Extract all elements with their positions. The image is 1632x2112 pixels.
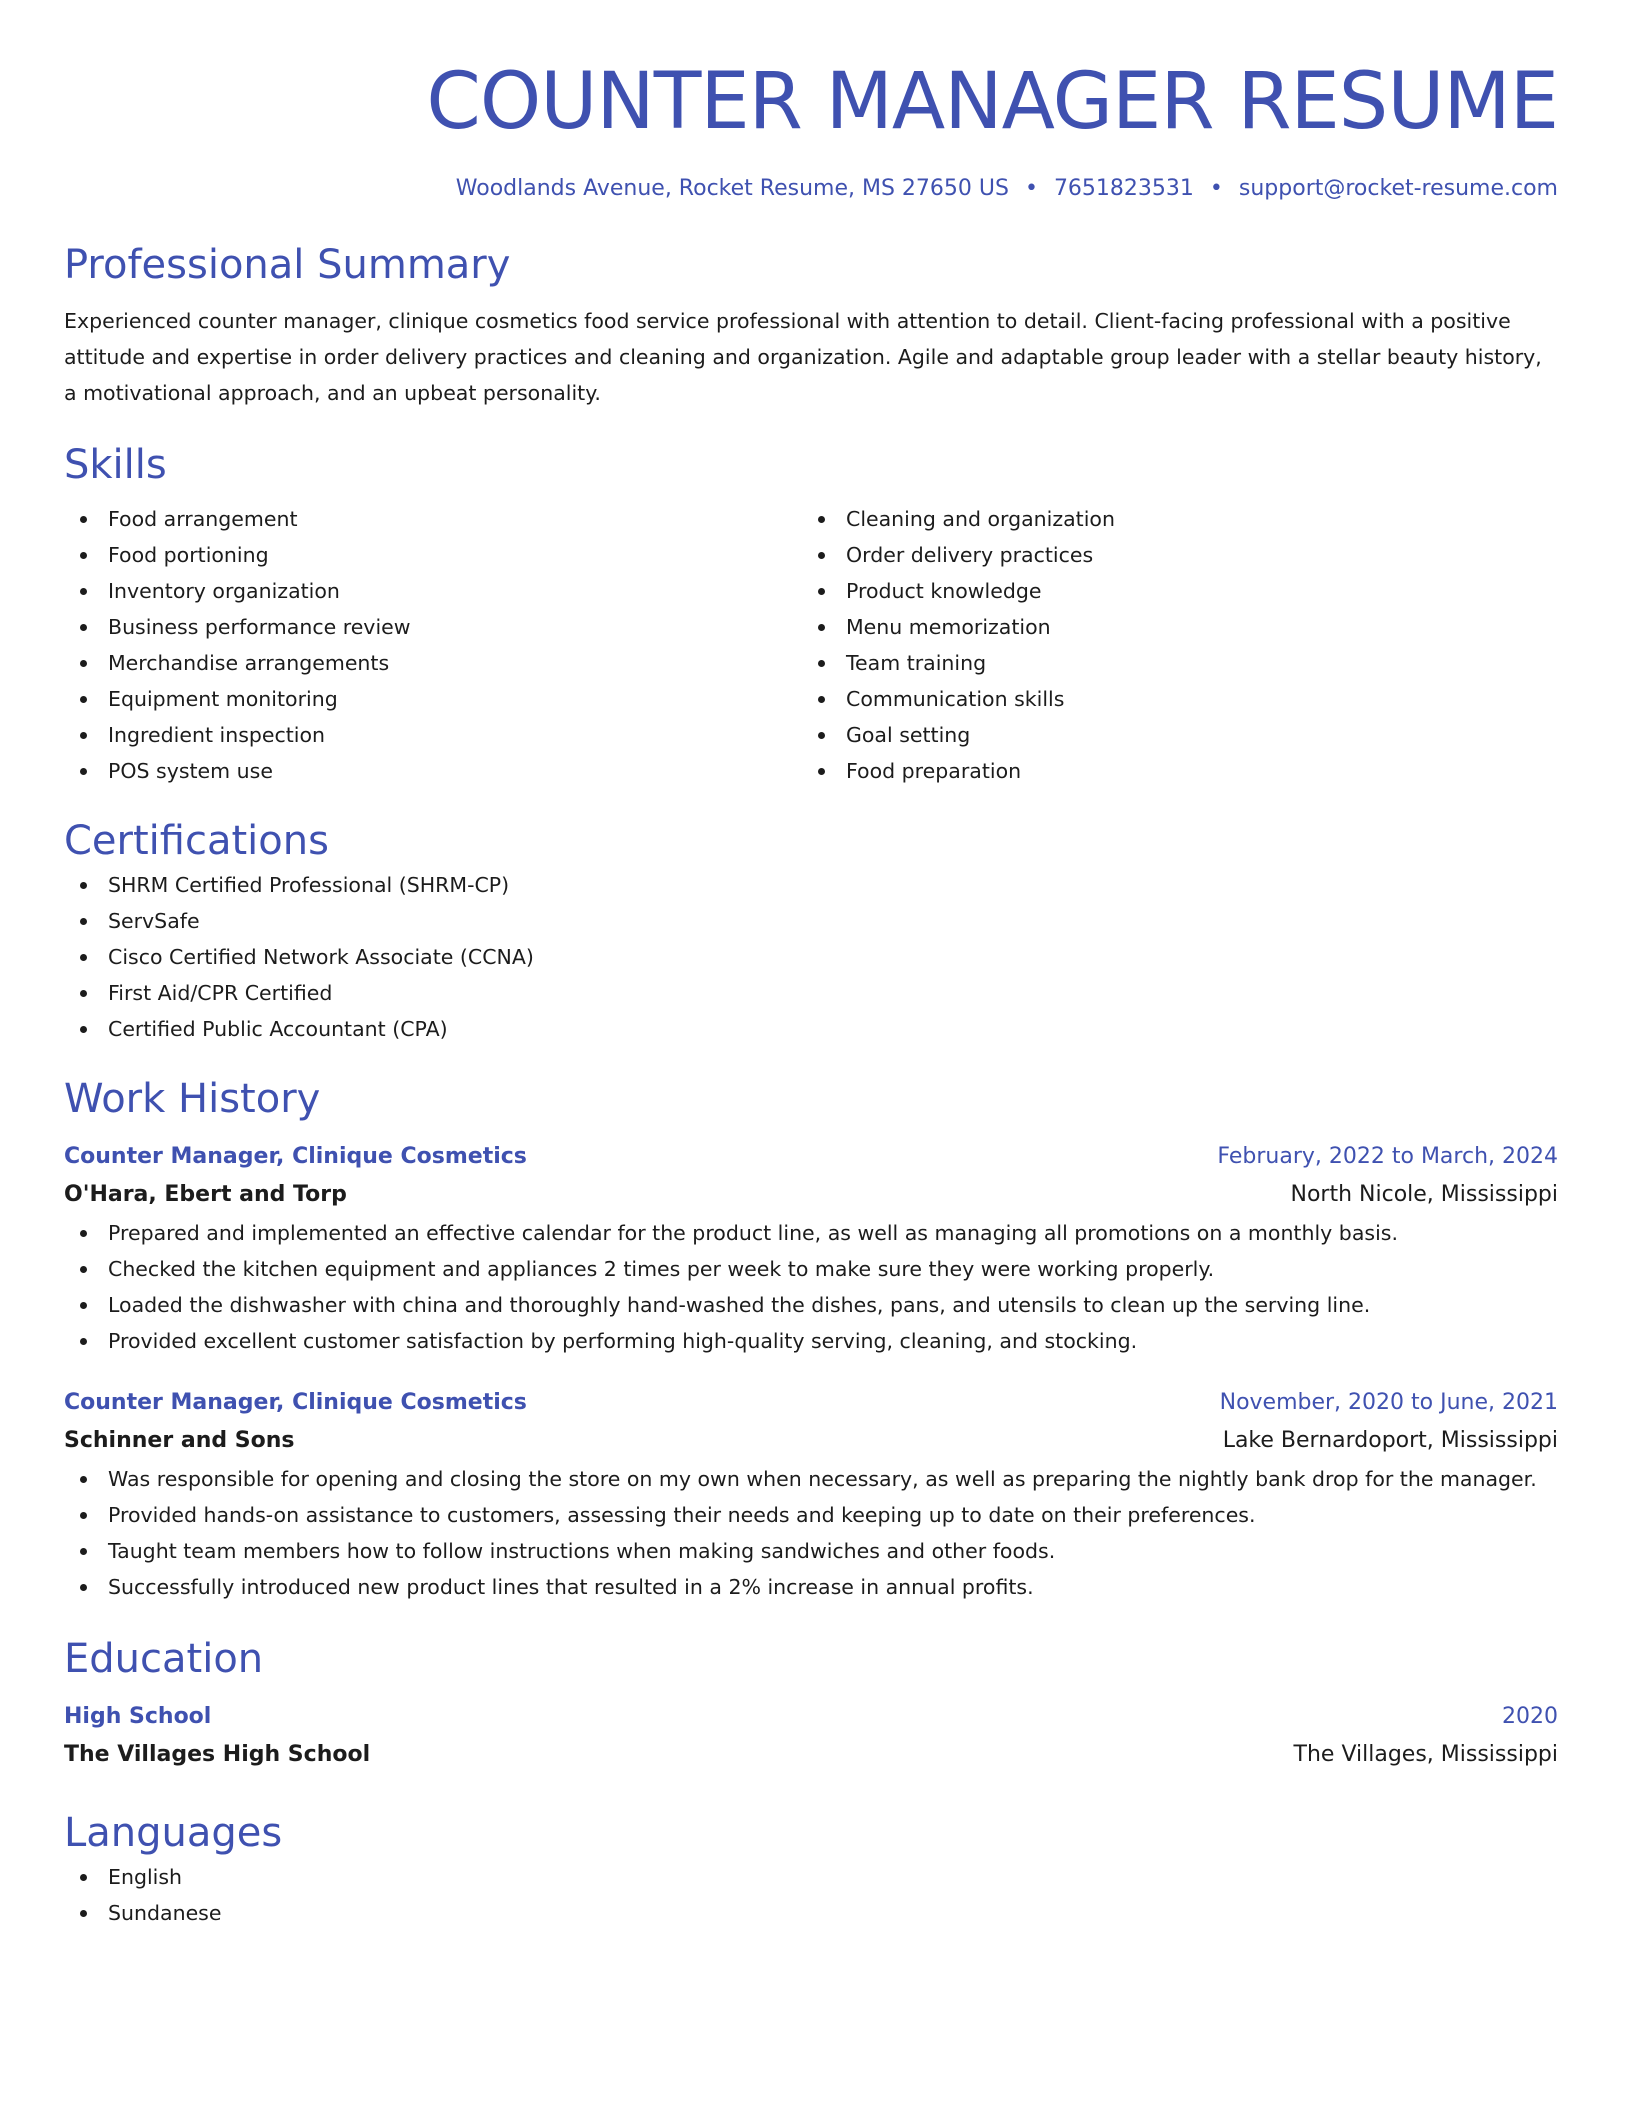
job-dates: February, 2022 to March, 2024 bbox=[1217, 1144, 1558, 1169]
skills-heading: Skills bbox=[64, 442, 167, 488]
certifications-heading: Certifications bbox=[64, 818, 329, 864]
skill-item: Order delivery practices bbox=[802, 537, 1540, 573]
contact-separator: • bbox=[1024, 176, 1038, 201]
languages-list bbox=[64, 1859, 1558, 1931]
skill-item: Business performance review bbox=[64, 609, 802, 645]
language-item: Sundanese bbox=[64, 1895, 1558, 1931]
education-year: 2020 bbox=[1502, 1704, 1558, 1729]
education-location: The Villages, Mississippi bbox=[1293, 1742, 1558, 1767]
contact-line bbox=[64, 173, 1558, 205]
skill-item: Cleaning and organization bbox=[802, 501, 1540, 537]
job-duty: Was responsible for opening and closing the store on my own when necessary, as well as preparing the nightly bank drop for the manager. bbox=[64, 1461, 1558, 1497]
job-duty: Successfully introduced new product lines that resulted in a 2% increase in annual profits. bbox=[64, 1569, 1558, 1605]
education-school: The Villages High School bbox=[64, 1742, 371, 1767]
skill-item: Inventory organization bbox=[64, 573, 802, 609]
job-duty: Loaded the dishwasher with china and thoroughly hand-washed the dishes, pans, and utensils to clean up the serving line. bbox=[64, 1287, 1558, 1323]
skill-item: Communication skills bbox=[802, 681, 1540, 717]
job-duties-list bbox=[64, 1215, 1558, 1359]
skill-item: Equipment monitoring bbox=[64, 681, 802, 717]
certification-item: ServSafe bbox=[64, 903, 1558, 939]
education-degree: High School bbox=[64, 1704, 212, 1729]
skill-item: Merchandise arrangements bbox=[64, 645, 802, 681]
resume-page bbox=[64, 0, 1558, 1931]
skills-list-right bbox=[802, 501, 1540, 789]
skill-item: Food preparation bbox=[802, 753, 1540, 789]
contact-separator: • bbox=[1209, 176, 1223, 201]
summary-text: Experienced counter manager, clinique cosmetics food service professional with attention to detail. Client-facing professional with a positive attitude and expertise in order delivery practices and cleaning and organization. Agile and adaptable group leader with a stellar beauty history, a motivational approach, and an upbeat personality. bbox=[64, 309, 1542, 405]
education-degree-row bbox=[64, 1699, 1558, 1735]
job-dates: November, 2020 to June, 2021 bbox=[1219, 1390, 1558, 1415]
resume-title: COUNTER MANAGER RESUME bbox=[426, 57, 1558, 147]
certification-item: Cisco Certified Network Associate (CCNA) bbox=[64, 939, 1558, 975]
job-duties-list bbox=[64, 1461, 1558, 1605]
job-company: Schinner and Sons bbox=[64, 1428, 295, 1453]
contact-address: Woodlands Avenue, Rocket Resume, MS 27650 US bbox=[455, 176, 1009, 201]
skill-item: Menu memorization bbox=[802, 609, 1540, 645]
skill-item: Ingredient inspection bbox=[64, 717, 802, 753]
job-duty: Checked the kitchen equipment and appliances 2 times per week to make sure they were working properly. bbox=[64, 1251, 1558, 1287]
job-duty: Prepared and implemented an effective calendar for the product line, as well as managing all promotions on a monthly basis. bbox=[64, 1215, 1558, 1251]
skill-item: Food arrangement bbox=[64, 501, 802, 537]
job-duty: Provided hands-on assistance to customers, assessing their needs and keeping up to date on their preferences. bbox=[64, 1497, 1558, 1533]
job-entry bbox=[64, 1139, 1558, 1359]
certification-item: SHRM Certified Professional (SHRM-CP) bbox=[64, 867, 1558, 903]
job-location: Lake Bernardoport, Mississippi bbox=[1222, 1428, 1558, 1453]
skill-item: Food portioning bbox=[64, 537, 802, 573]
job-company-row bbox=[64, 1175, 1558, 1215]
certification-item: First Aid/CPR Certified bbox=[64, 975, 1558, 1011]
education-heading: Education bbox=[64, 1636, 264, 1682]
certification-item: Certified Public Accountant (CPA) bbox=[64, 1011, 1558, 1047]
job-title-row bbox=[64, 1139, 1558, 1175]
languages-heading: Languages bbox=[64, 1810, 283, 1856]
skills-list-left bbox=[64, 501, 802, 789]
job-company: O'Hara, Ebert and Torp bbox=[64, 1182, 347, 1207]
summary-heading: Professional Summary bbox=[64, 242, 511, 288]
education-school-row bbox=[64, 1735, 1558, 1775]
certifications-list bbox=[64, 867, 1558, 1047]
job-duty: Provided excellent customer satisfaction by performing high-quality serving, cleaning, and stocking. bbox=[64, 1323, 1558, 1359]
job-entry bbox=[64, 1385, 1558, 1605]
contact-phone: 7651823531 bbox=[1053, 176, 1194, 201]
skills-grid bbox=[64, 501, 1558, 789]
job-duty: Taught team members how to follow instructions when making sandwiches and other foods. bbox=[64, 1533, 1558, 1569]
contact-email: support@rocket-resume.com bbox=[1238, 176, 1558, 201]
education-entry bbox=[64, 1699, 1558, 1775]
skill-item: POS system use bbox=[64, 753, 802, 789]
skill-item: Goal setting bbox=[802, 717, 1540, 753]
skill-item: Product knowledge bbox=[802, 573, 1540, 609]
job-title: Counter Manager, Clinique Cosmetics bbox=[64, 1144, 527, 1169]
job-location: North Nicole, Mississippi bbox=[1290, 1182, 1558, 1207]
language-item: English bbox=[64, 1859, 1558, 1895]
skill-item: Team training bbox=[802, 645, 1540, 681]
job-company-row bbox=[64, 1421, 1558, 1461]
job-title: Counter Manager, Clinique Cosmetics bbox=[64, 1390, 527, 1415]
job-title-row bbox=[64, 1385, 1558, 1421]
work-history-heading: Work History bbox=[64, 1076, 321, 1122]
